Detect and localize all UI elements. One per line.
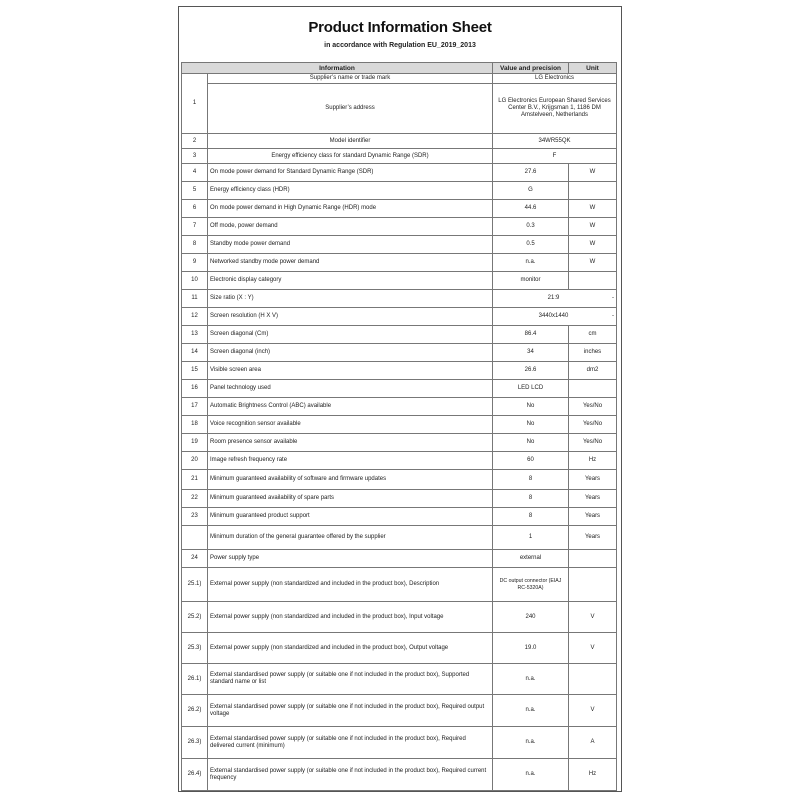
row-number: 16 bbox=[182, 380, 208, 398]
row-number: 12 bbox=[182, 308, 208, 326]
row-unit: V bbox=[569, 633, 617, 664]
row-info: Energy efficiency class (HDR) bbox=[208, 182, 493, 200]
table-row bbox=[182, 290, 617, 308]
row-unit: W bbox=[569, 164, 617, 182]
table-row bbox=[182, 434, 617, 452]
row-value: F bbox=[493, 149, 617, 164]
row-number: 18 bbox=[182, 416, 208, 434]
row-info: Electronic display category bbox=[208, 272, 493, 290]
row-unit bbox=[569, 568, 617, 602]
table-row bbox=[182, 200, 617, 218]
row-unit: Years bbox=[569, 526, 617, 550]
row-unit: Hz bbox=[569, 452, 617, 470]
row-number: 9 bbox=[182, 254, 208, 272]
sheet-subtitle: in accordance with Regulation EU_2019_2013 bbox=[324, 42, 476, 49]
row-info: Minimum guaranteed product support bbox=[208, 508, 493, 526]
product-info-table bbox=[181, 62, 617, 791]
table-row bbox=[182, 416, 617, 434]
row-number: 26.3) bbox=[182, 727, 208, 759]
row-unit: dm2 bbox=[569, 362, 617, 380]
row-unit: - bbox=[612, 313, 614, 319]
table-row bbox=[182, 664, 617, 695]
row-value-text: 21:9 bbox=[547, 295, 560, 301]
table-row bbox=[182, 344, 617, 362]
row-number: 25.1) bbox=[182, 568, 208, 602]
table-row bbox=[182, 633, 617, 664]
table-row bbox=[182, 308, 617, 326]
table-row bbox=[182, 452, 617, 470]
row-info: External power supply (non standardized and included in the product box), Input voltage bbox=[208, 602, 493, 633]
row-value: 86.4 bbox=[493, 326, 569, 344]
table-row bbox=[182, 254, 617, 272]
row-value bbox=[493, 290, 617, 308]
row-number: 8 bbox=[182, 236, 208, 254]
row-info: Minimum guaranteed availability of spare parts bbox=[208, 490, 493, 508]
row-number: 4 bbox=[182, 164, 208, 182]
row-value: n.a. bbox=[493, 664, 569, 695]
row-info: Screen diagonal (Cm) bbox=[208, 326, 493, 344]
row-value: 8 bbox=[493, 470, 569, 490]
row-number: 6 bbox=[182, 200, 208, 218]
row-number: 25.3) bbox=[182, 633, 208, 664]
row-value: 0.3 bbox=[493, 218, 569, 236]
row-info: Supplier’s name or trade mark bbox=[208, 74, 493, 84]
row-unit: Years bbox=[569, 490, 617, 508]
row-unit: Years bbox=[569, 470, 617, 490]
row-value: n.a. bbox=[493, 727, 569, 759]
table-row bbox=[182, 380, 617, 398]
row-info: Supplier’s address bbox=[208, 84, 493, 134]
table-row bbox=[182, 568, 617, 602]
row-number: 7 bbox=[182, 218, 208, 236]
row-value: external bbox=[493, 550, 569, 568]
table-row bbox=[182, 470, 617, 490]
row-number: 15 bbox=[182, 362, 208, 380]
row-number: 21 bbox=[182, 470, 208, 490]
row-info: Model identifier bbox=[208, 134, 493, 149]
row-info: Power supply type bbox=[208, 550, 493, 568]
row-number: 1 bbox=[182, 74, 208, 134]
sheet-title: Product Information Sheet bbox=[308, 19, 492, 36]
row-value: 0.5 bbox=[493, 236, 569, 254]
row-unit bbox=[569, 550, 617, 568]
row-unit bbox=[569, 182, 617, 200]
row-info: Automatic Brightness Control (ABC) available bbox=[208, 398, 493, 416]
table-row bbox=[182, 272, 617, 290]
row-info: On mode power demand for Standard Dynamic Range (SDR) bbox=[208, 164, 493, 182]
row-value: 19.0 bbox=[493, 633, 569, 664]
row-unit: W bbox=[569, 236, 617, 254]
row-info: External standardised power supply (or suitable one if not included in the product box), Required current frequency bbox=[208, 759, 493, 791]
row-value: 44.6 bbox=[493, 200, 569, 218]
row-number: 13 bbox=[182, 326, 208, 344]
row-info: Energy efficiency class for standard Dynamic Range (SDR) bbox=[208, 149, 493, 164]
header-unit: Unit bbox=[569, 63, 617, 74]
row-unit: Yes/No bbox=[569, 398, 617, 416]
row-info: Networked standby mode power demand bbox=[208, 254, 493, 272]
table-row bbox=[182, 508, 617, 526]
header-value: Value and precision bbox=[493, 63, 569, 74]
row-value: n.a. bbox=[493, 759, 569, 791]
table-row bbox=[182, 218, 617, 236]
row-number: 22 bbox=[182, 490, 208, 508]
row-info: On mode power demand in High Dynamic Range (HDR) mode bbox=[208, 200, 493, 218]
row-info: Image refresh frequency rate bbox=[208, 452, 493, 470]
row-info: Visible screen area bbox=[208, 362, 493, 380]
row-value: 26.6 bbox=[493, 362, 569, 380]
table-row bbox=[182, 602, 617, 633]
row-number: 11 bbox=[182, 290, 208, 308]
table-row bbox=[182, 362, 617, 380]
table-row bbox=[182, 74, 617, 84]
row-info: Size ratio (X : Y) bbox=[208, 290, 493, 308]
table-row bbox=[182, 398, 617, 416]
row-info: External standardised power supply (or suitable one if not included in the product box), Supported standard name or list bbox=[208, 664, 493, 695]
row-unit: V bbox=[569, 602, 617, 633]
row-value: 8 bbox=[493, 508, 569, 526]
table-row bbox=[182, 526, 617, 550]
row-info: External power supply (non standardized and included in the product box), Output voltage bbox=[208, 633, 493, 664]
row-unit bbox=[569, 380, 617, 398]
row-number: 10 bbox=[182, 272, 208, 290]
product-information-sheet bbox=[178, 6, 622, 792]
row-info: Screen diagonal (inch) bbox=[208, 344, 493, 362]
row-number bbox=[182, 526, 208, 550]
table-row bbox=[182, 695, 617, 727]
row-info: Standby mode power demand bbox=[208, 236, 493, 254]
row-unit: A bbox=[569, 727, 617, 759]
table-row bbox=[182, 727, 617, 759]
row-info: Screen resolution (H X V) bbox=[208, 308, 493, 326]
table-row bbox=[182, 550, 617, 568]
row-value: 60 bbox=[493, 452, 569, 470]
row-info: Minimum duration of the general guarantee offered by the supplier bbox=[208, 526, 493, 550]
row-unit bbox=[569, 664, 617, 695]
row-info: Off mode, power demand bbox=[208, 218, 493, 236]
row-value: 1 bbox=[493, 526, 569, 550]
row-info: Minimum guaranteed availability of software and firmware updates bbox=[208, 470, 493, 490]
header-information: Information bbox=[182, 63, 493, 74]
row-unit: W bbox=[569, 218, 617, 236]
row-number: 23 bbox=[182, 508, 208, 526]
table-row bbox=[182, 759, 617, 791]
row-number: 26.1) bbox=[182, 664, 208, 695]
row-value: No bbox=[493, 398, 569, 416]
row-unit: W bbox=[569, 200, 617, 218]
row-number: 24 bbox=[182, 550, 208, 568]
table-row bbox=[182, 164, 617, 182]
row-value: No bbox=[493, 416, 569, 434]
row-unit: - bbox=[612, 295, 614, 301]
row-unit: Yes/No bbox=[569, 434, 617, 452]
table-row bbox=[182, 490, 617, 508]
row-value-text: 3440x1440 bbox=[538, 313, 569, 319]
table-row bbox=[182, 182, 617, 200]
row-info: External power supply (non standardized and included in the product box), Description bbox=[208, 568, 493, 602]
row-value: n.a. bbox=[493, 695, 569, 727]
table-row bbox=[182, 326, 617, 344]
row-value: LED LCD bbox=[493, 380, 569, 398]
row-unit: Yes/No bbox=[569, 416, 617, 434]
row-number: 26.4) bbox=[182, 759, 208, 791]
row-value: 34 bbox=[493, 344, 569, 362]
row-number: 20 bbox=[182, 452, 208, 470]
row-info: External standardised power supply (or suitable one if not included in the product box), Required delivered current (minimum) bbox=[208, 727, 493, 759]
row-unit bbox=[569, 272, 617, 290]
row-number: 19 bbox=[182, 434, 208, 452]
row-unit: cm bbox=[569, 326, 617, 344]
row-number: 25.2) bbox=[182, 602, 208, 633]
row-unit: Years bbox=[569, 508, 617, 526]
row-number: 5 bbox=[182, 182, 208, 200]
table-row bbox=[182, 149, 617, 164]
table-row bbox=[182, 134, 617, 149]
row-number: 17 bbox=[182, 398, 208, 416]
row-number: 26.2) bbox=[182, 695, 208, 727]
row-number: 3 bbox=[182, 149, 208, 164]
row-value bbox=[493, 308, 617, 326]
row-value: G bbox=[493, 182, 569, 200]
row-number: 2 bbox=[182, 134, 208, 149]
row-value: monitor bbox=[493, 272, 569, 290]
row-info: External standardised power supply (or suitable one if not included in the product box), Required output voltage bbox=[208, 695, 493, 727]
row-unit: W bbox=[569, 254, 617, 272]
row-value: LG Electronics European Shared Services Center B.V., Krijgsman 1, 1186 DM Amstelveen, Netherlands bbox=[493, 84, 617, 134]
table-row bbox=[182, 236, 617, 254]
row-value: 34WR55QK bbox=[493, 134, 617, 149]
row-value: DC output connector (EIAJ RC-5320A) bbox=[493, 568, 569, 602]
row-value: 240 bbox=[493, 602, 569, 633]
row-value: No bbox=[493, 434, 569, 452]
row-value: 8 bbox=[493, 490, 569, 508]
row-unit: Hz bbox=[569, 759, 617, 791]
row-value: n.a. bbox=[493, 254, 569, 272]
row-value: LG Electronics bbox=[493, 74, 617, 84]
row-number: 14 bbox=[182, 344, 208, 362]
row-info: Voice recognition sensor available bbox=[208, 416, 493, 434]
row-info: Room presence sensor available bbox=[208, 434, 493, 452]
table-row bbox=[182, 84, 617, 134]
table-header-row bbox=[182, 63, 617, 74]
row-unit: V bbox=[569, 695, 617, 727]
row-unit: inches bbox=[569, 344, 617, 362]
row-value: 27.6 bbox=[493, 164, 569, 182]
row-info: Panel technology used bbox=[208, 380, 493, 398]
